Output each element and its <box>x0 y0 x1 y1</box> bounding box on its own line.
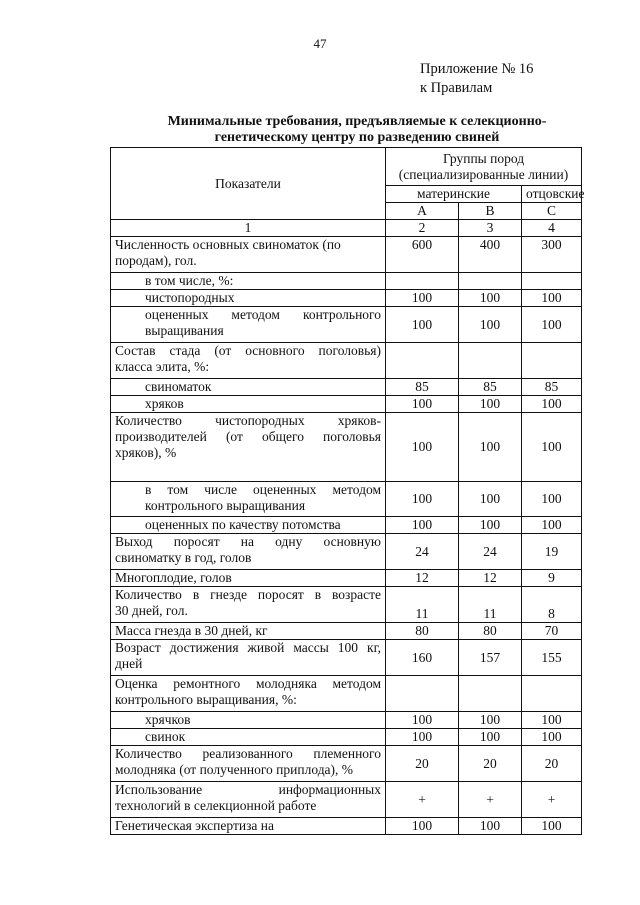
cell-b <box>459 676 522 712</box>
row-label: Оценка ремонтного молодняка методом контрольного выращивания, %: <box>111 676 386 712</box>
title-line-2: генетическому центру по разведению свиней <box>214 130 500 145</box>
cell-c: 100 <box>522 413 582 482</box>
table-row <box>111 640 582 676</box>
cell-a: 100 <box>386 413 459 482</box>
header-col-b: B <box>459 203 522 220</box>
cell-b: 400 <box>459 237 522 273</box>
row-label: чистопородных <box>111 290 386 307</box>
row-label: в том числе оцененных методом контрольного выращивания <box>111 482 386 517</box>
cell-a: 100 <box>386 396 459 413</box>
cell-b: 100 <box>459 729 522 746</box>
table-row <box>111 290 582 307</box>
cell-b <box>459 343 522 379</box>
row-label: оцененных по качеству потомства <box>111 517 386 534</box>
cell-c: 155 <box>522 640 582 676</box>
cell-c: 100 <box>522 482 582 517</box>
table-row <box>111 343 582 379</box>
table-row <box>111 623 582 640</box>
cell-a: 24 <box>386 534 459 570</box>
header-row-groups <box>111 148 582 186</box>
cell-c <box>522 273 582 290</box>
cell-a: 100 <box>386 818 459 835</box>
header-row-numbers <box>111 220 582 237</box>
table-row <box>111 746 582 782</box>
page-number: 47 <box>313 36 327 51</box>
cell-a: 85 <box>386 379 459 396</box>
table-row <box>111 379 582 396</box>
row-label: Масса гнезда в 30 дней, кг <box>111 623 386 640</box>
row-label: свиноматок <box>111 379 386 396</box>
cell-a: 160 <box>386 640 459 676</box>
cell-b: 12 <box>459 570 522 587</box>
cell-a: + <box>386 782 459 818</box>
cell-a: 100 <box>386 729 459 746</box>
cell-a: 12 <box>386 570 459 587</box>
cell-c: 9 <box>522 570 582 587</box>
row-label: Количество чистопородных хряков- производителей (от общего поголовья хряков), % <box>111 413 386 482</box>
table-row <box>111 818 582 835</box>
row-label: Количество реализованного племенного молодняка (от полученного приплода), % <box>111 746 386 782</box>
cell-c: 85 <box>522 379 582 396</box>
row-label: Состав стада (от основного поголовья) класса элита, %: <box>111 343 386 379</box>
cell-a <box>386 676 459 712</box>
cell-c: 100 <box>522 396 582 413</box>
row-label: оцененных методом контрольного выращивания <box>111 307 386 343</box>
table-row <box>111 307 582 343</box>
row-label: Генетическая экспертиза на <box>111 818 386 835</box>
row-label: Численность основных свиноматок (по породам), гол. <box>111 237 386 273</box>
cell-b: 80 <box>459 623 522 640</box>
cell-b: 157 <box>459 640 522 676</box>
header-num-1: 1 <box>111 220 386 237</box>
table-row <box>111 517 582 534</box>
title-line-1: Минимальные требования, предъявляемые к селекционно- <box>167 114 547 129</box>
row-label: Возраст достижения живой массы 100 кг, дней <box>111 640 386 676</box>
cell-a: 11 <box>386 587 459 623</box>
table-row <box>111 782 582 818</box>
cell-a <box>386 273 459 290</box>
appendix-reference <box>420 60 533 98</box>
table-row <box>111 534 582 570</box>
header-breed-groups: Группы пород (специализированные линии) <box>386 148 582 186</box>
row-label: Использование информационных технологий в селекционной работе <box>111 782 386 818</box>
row-label: в том числе, %: <box>111 273 386 290</box>
cell-a: 100 <box>386 482 459 517</box>
header-num-2: 2 <box>386 220 459 237</box>
cell-c: 100 <box>522 517 582 534</box>
cell-c: + <box>522 782 582 818</box>
table-row <box>111 396 582 413</box>
cell-b: 100 <box>459 818 522 835</box>
row-label: Выход поросят на одну основную свиноматку в год, голов <box>111 534 386 570</box>
table-row <box>111 729 582 746</box>
cell-a: 100 <box>386 307 459 343</box>
cell-b: 100 <box>459 517 522 534</box>
cell-c: 100 <box>522 712 582 729</box>
table-row <box>111 676 582 712</box>
header-maternal: материнские <box>386 186 522 203</box>
row-label: Количество в гнезде поросят в возрасте 30 дней, гол. <box>111 587 386 623</box>
header-num-3: 3 <box>459 220 522 237</box>
cell-c: 100 <box>522 818 582 835</box>
cell-c: 20 <box>522 746 582 782</box>
row-label: свинок <box>111 729 386 746</box>
header-col-c: C <box>522 203 582 220</box>
header-indicators: Показатели <box>111 148 386 220</box>
table-row <box>111 273 582 290</box>
cell-b: + <box>459 782 522 818</box>
cell-a: 100 <box>386 290 459 307</box>
cell-b: 85 <box>459 379 522 396</box>
cell-b: 100 <box>459 396 522 413</box>
cell-b: 11 <box>459 587 522 623</box>
table-row <box>111 712 582 729</box>
cell-b: 100 <box>459 712 522 729</box>
table-row <box>111 237 582 273</box>
table-row <box>111 587 582 623</box>
row-label: хрячков <box>111 712 386 729</box>
cell-c: 100 <box>522 307 582 343</box>
cell-a: 20 <box>386 746 459 782</box>
cell-c: 300 <box>522 237 582 273</box>
cell-b: 100 <box>459 413 522 482</box>
table-row <box>111 570 582 587</box>
cell-c: 70 <box>522 623 582 640</box>
document-title <box>150 114 564 146</box>
table-row <box>111 482 582 517</box>
cell-b: 100 <box>459 482 522 517</box>
cell-b: 100 <box>459 290 522 307</box>
cell-c <box>522 676 582 712</box>
cell-a: 100 <box>386 517 459 534</box>
cell-c: 8 <box>522 587 582 623</box>
cell-a: 600 <box>386 237 459 273</box>
cell-b: 100 <box>459 307 522 343</box>
cell-b: 24 <box>459 534 522 570</box>
cell-a: 100 <box>386 712 459 729</box>
header-paternal: отцовские <box>522 186 582 203</box>
header-col-a: A <box>386 203 459 220</box>
cell-a: 80 <box>386 623 459 640</box>
cell-b <box>459 273 522 290</box>
cell-c <box>522 343 582 379</box>
cell-a <box>386 343 459 379</box>
cell-c: 19 <box>522 534 582 570</box>
requirements-table <box>110 147 585 835</box>
cell-b: 20 <box>459 746 522 782</box>
cell-c: 100 <box>522 290 582 307</box>
row-label: хряков <box>111 396 386 413</box>
header-num-4: 4 <box>522 220 582 237</box>
appendix-line-2: к Правилам <box>420 80 493 96</box>
table-row <box>111 413 582 482</box>
row-label: Многоплодие, голов <box>111 570 386 587</box>
appendix-line-1: Приложение № 16 <box>420 61 534 77</box>
cell-c: 100 <box>522 729 582 746</box>
